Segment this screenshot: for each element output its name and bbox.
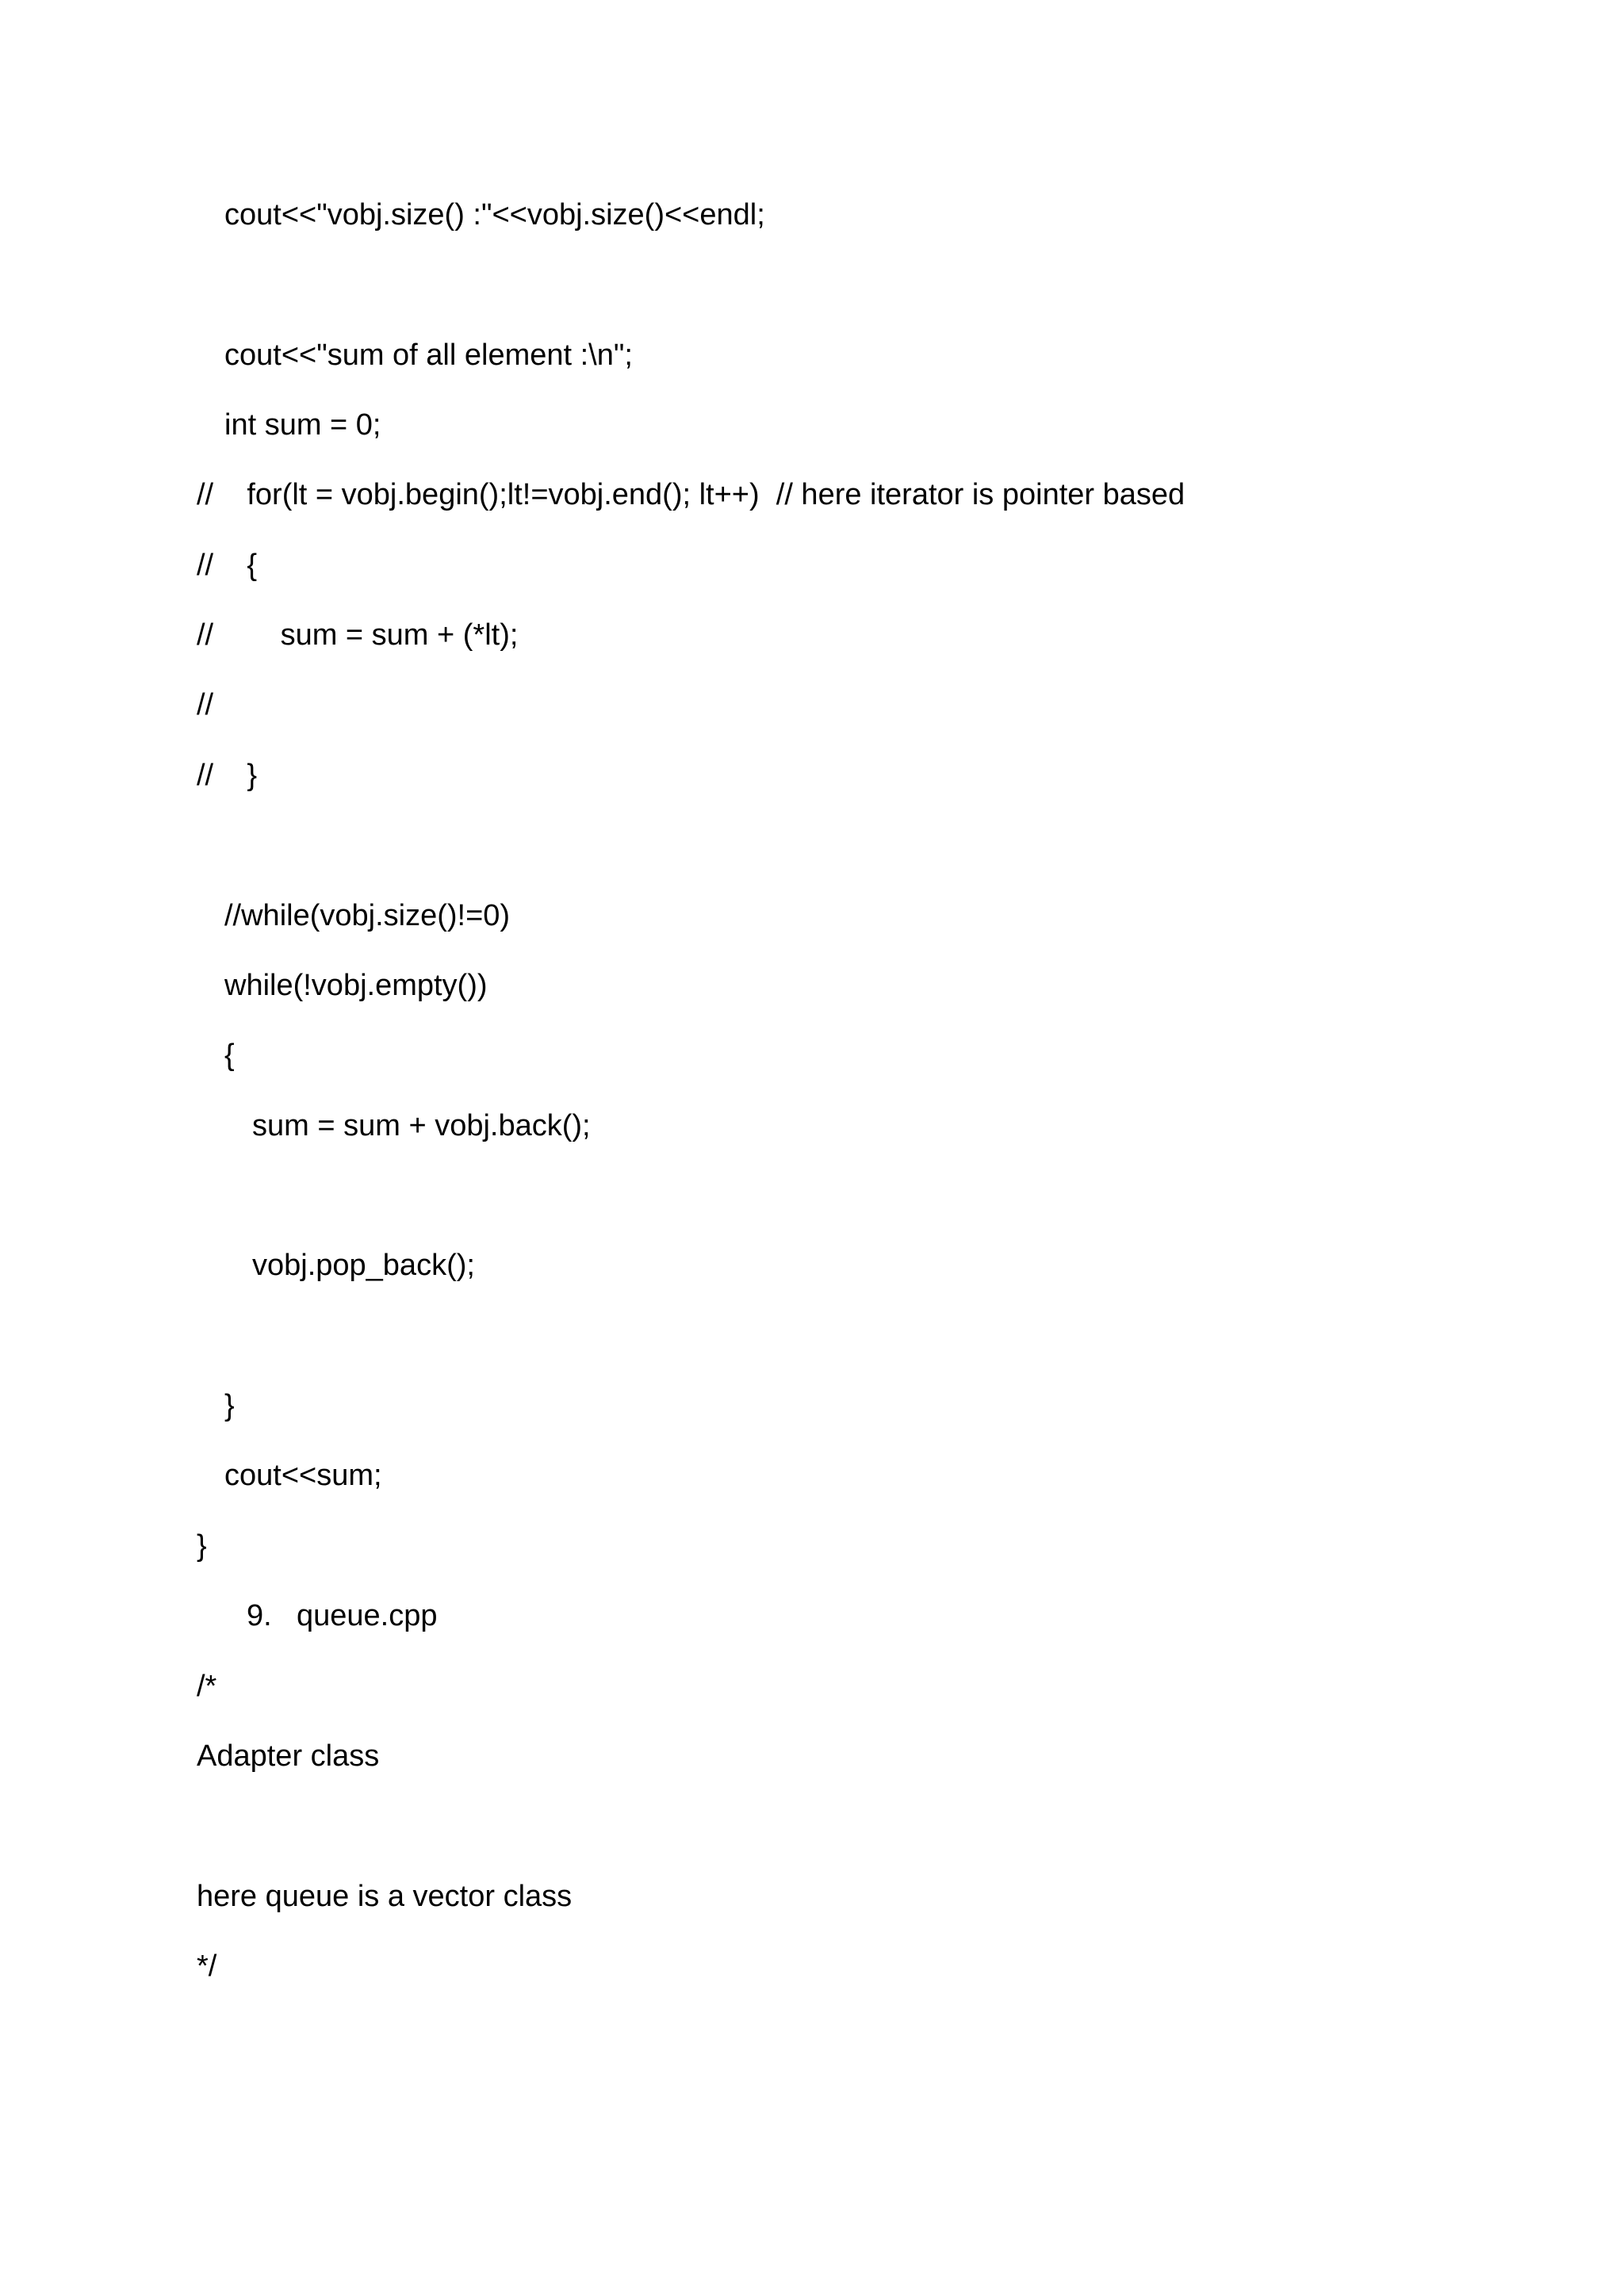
- list-number: 9.: [247, 1599, 272, 1632]
- code-line-8: // }: [197, 759, 258, 792]
- code-line-13: vobj.pop_back();: [252, 1249, 475, 1282]
- comment-line-1: Adapter class: [197, 1739, 380, 1773]
- code-line-6: // sum = sum + (*lt);: [197, 618, 519, 652]
- code-line-11: {: [224, 1039, 235, 1072]
- code-line-4: // for(lt = vobj.begin();lt!=vobj.end(); lt++) // here iterator is pointer based: [197, 478, 1185, 511]
- code-line-14: }: [224, 1389, 235, 1422]
- code-line-5: // {: [197, 549, 258, 582]
- comment-open: /*: [197, 1670, 217, 1703]
- code-line-1: cout<<"vobj.size() :"<<vobj.size()<<endl;: [224, 198, 765, 232]
- code-line-12: sum = sum + vobj.back();: [252, 1109, 591, 1142]
- comment-close: */: [197, 1950, 217, 1983]
- code-line-10: while(!vobj.empty()): [224, 969, 488, 1002]
- comment-line-2: here queue is a vector class: [197, 1880, 573, 1913]
- code-line-7: //: [197, 688, 214, 721]
- code-line-16: }: [197, 1529, 207, 1563]
- file-heading: queue.cpp: [297, 1599, 438, 1632]
- code-line-3: int sum = 0;: [224, 408, 381, 442]
- code-line-2: cout<<"sum of all element :\n";: [224, 339, 633, 372]
- code-line-15: cout<<sum;: [224, 1459, 382, 1492]
- code-line-9: //while(vobj.size()!=0): [224, 899, 511, 932]
